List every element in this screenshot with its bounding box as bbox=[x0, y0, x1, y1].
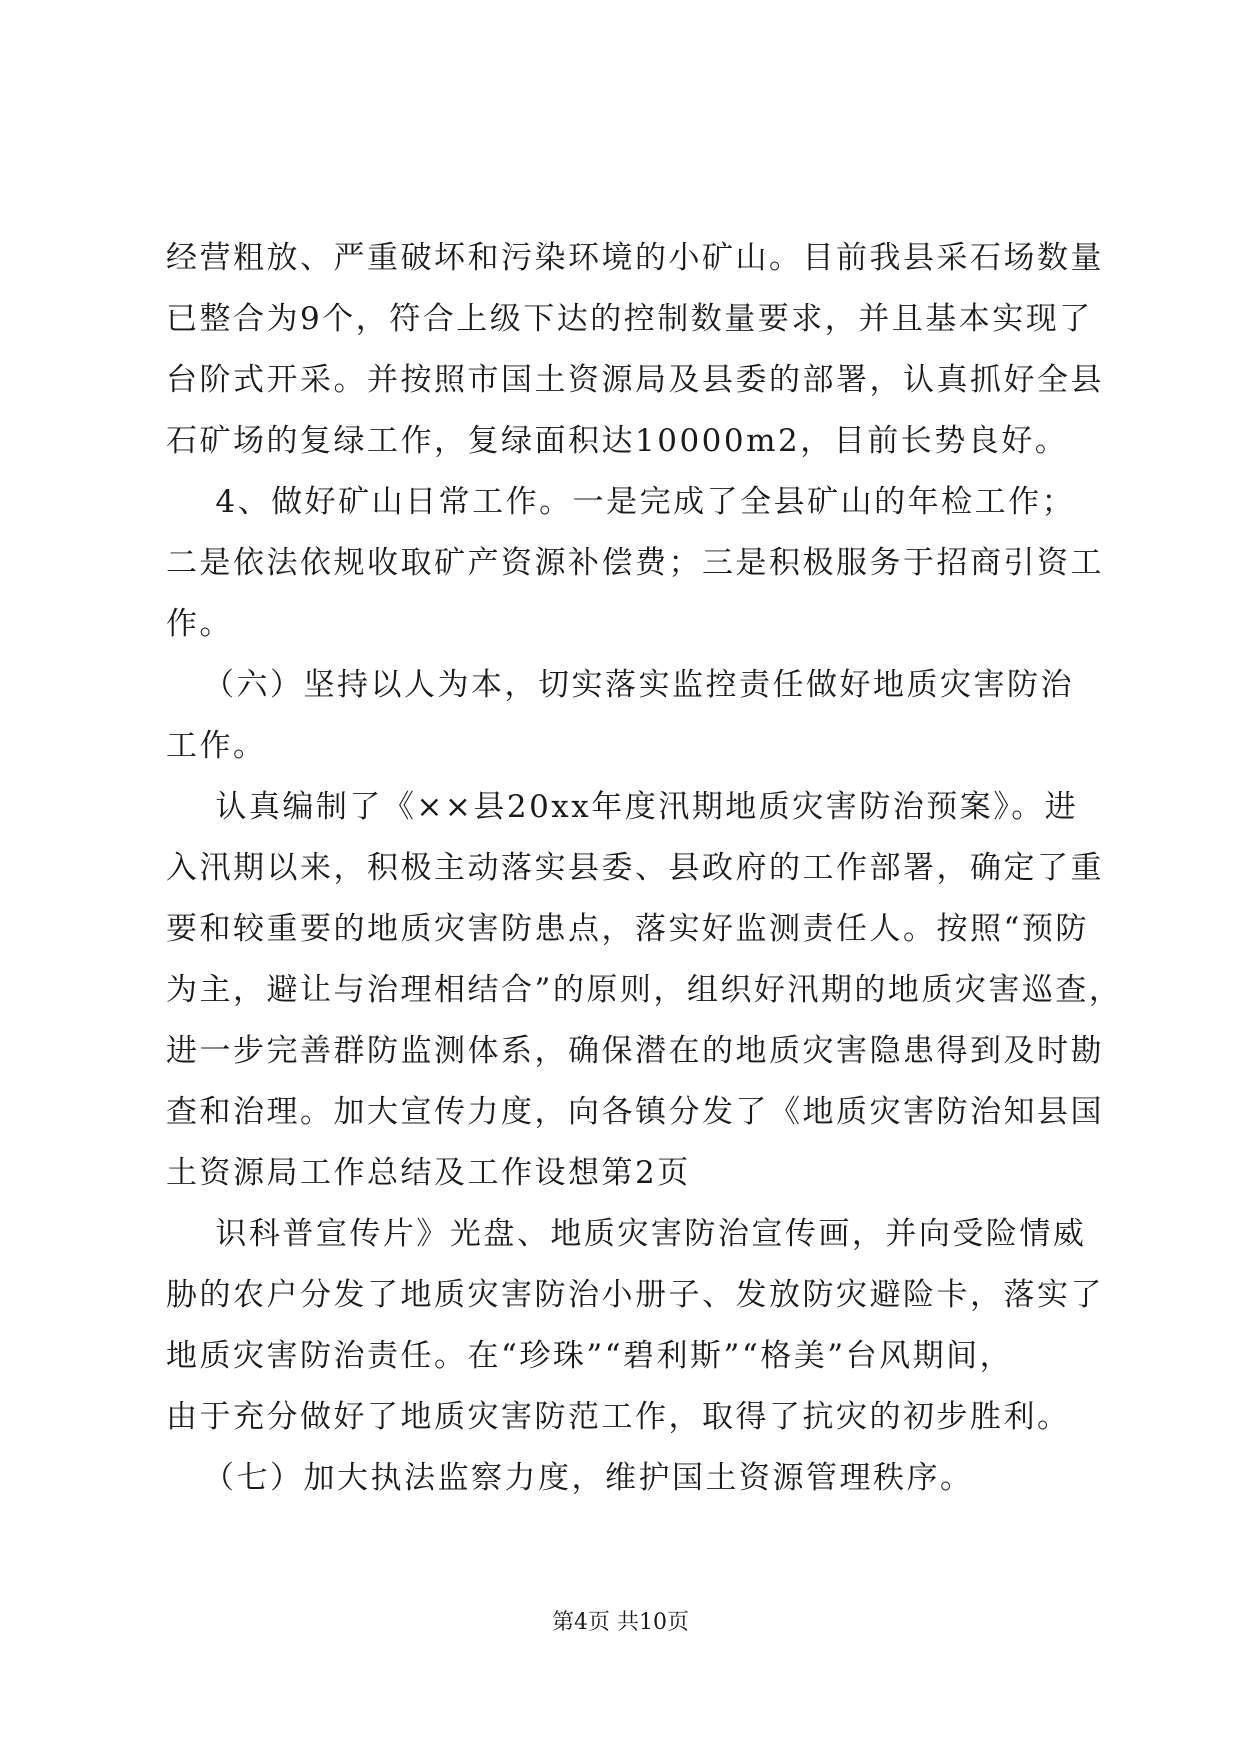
section-heading: （六）坚持以人为本，切实落实监控责任做好地质灾害防治 bbox=[166, 667, 1075, 703]
text-line: 由于充分做好了地质灾害防范工作，取得了抗灾的初步胜利。 bbox=[166, 1399, 1071, 1435]
text-line: 已整合为9个，符合上级下达的控制数量要求，并且基本实现了 bbox=[166, 301, 1093, 337]
text-line: 进一步完善群防监测体系，确保潜在的地质灾害隐患得到及时勘 bbox=[166, 1033, 1104, 1069]
text-line: 查和治理。加大宣传力度，向各镇分发了《地质灾害防治知县国 bbox=[166, 1094, 1104, 1130]
text-line: 4、做好矿山日常工作。一是完成了全县矿山的年检工作； bbox=[166, 484, 1076, 520]
text-line: 识科普宣传片》光盘、地质灾害防治宣传画，并向受险情威 bbox=[166, 1216, 1087, 1252]
text-line: 地质灾害防治责任。在“珍珠”“碧利斯”“格美”台风期间， bbox=[166, 1338, 1014, 1374]
text-line: 土资源局工作总结及工作设想第2页 bbox=[166, 1155, 691, 1191]
text-line: 为主，避让与治理相结合”的原则，组织好汛期的地质灾害巡查， bbox=[166, 972, 1123, 1008]
text-line: 二是依法依规收取矿产资源补偿费；三是积极服务于招商引资工 bbox=[166, 545, 1104, 581]
body-text bbox=[166, 228, 1123, 1509]
text-line: 胁的农户分发了地质灾害防治小册子、发放防灾避险卡，落实了 bbox=[166, 1277, 1104, 1313]
text-line: 经营粗放、严重破坏和污染环境的小矿山。目前我县采石场数量 bbox=[166, 240, 1104, 276]
text-line: 要和较重要的地质灾害防患点，落实好监测责任人。按照“预防 bbox=[166, 911, 1089, 947]
section-heading: （七）加大执法监察力度，维护国土资源管理秩序。 bbox=[166, 1460, 974, 1496]
text-line: 认真编制了《××县20xx年度汛期地质灾害防治预案》。进 bbox=[166, 789, 1079, 825]
text-line: 作。 bbox=[166, 606, 233, 642]
text-line: 入汛期以来，积极主动落实县委、县政府的工作部署，确定了重 bbox=[166, 850, 1104, 886]
text-line: 台阶式开采。并按照市国土资源局及县委的部署，认真抓好全县 bbox=[166, 362, 1104, 398]
section-heading: 工作。 bbox=[166, 728, 267, 764]
text-line: 石矿场的复绿工作，复绿面积达10000m2，目前长势良好。 bbox=[166, 423, 1069, 459]
page-footer: 第4页 共10页 bbox=[552, 1610, 689, 1635]
